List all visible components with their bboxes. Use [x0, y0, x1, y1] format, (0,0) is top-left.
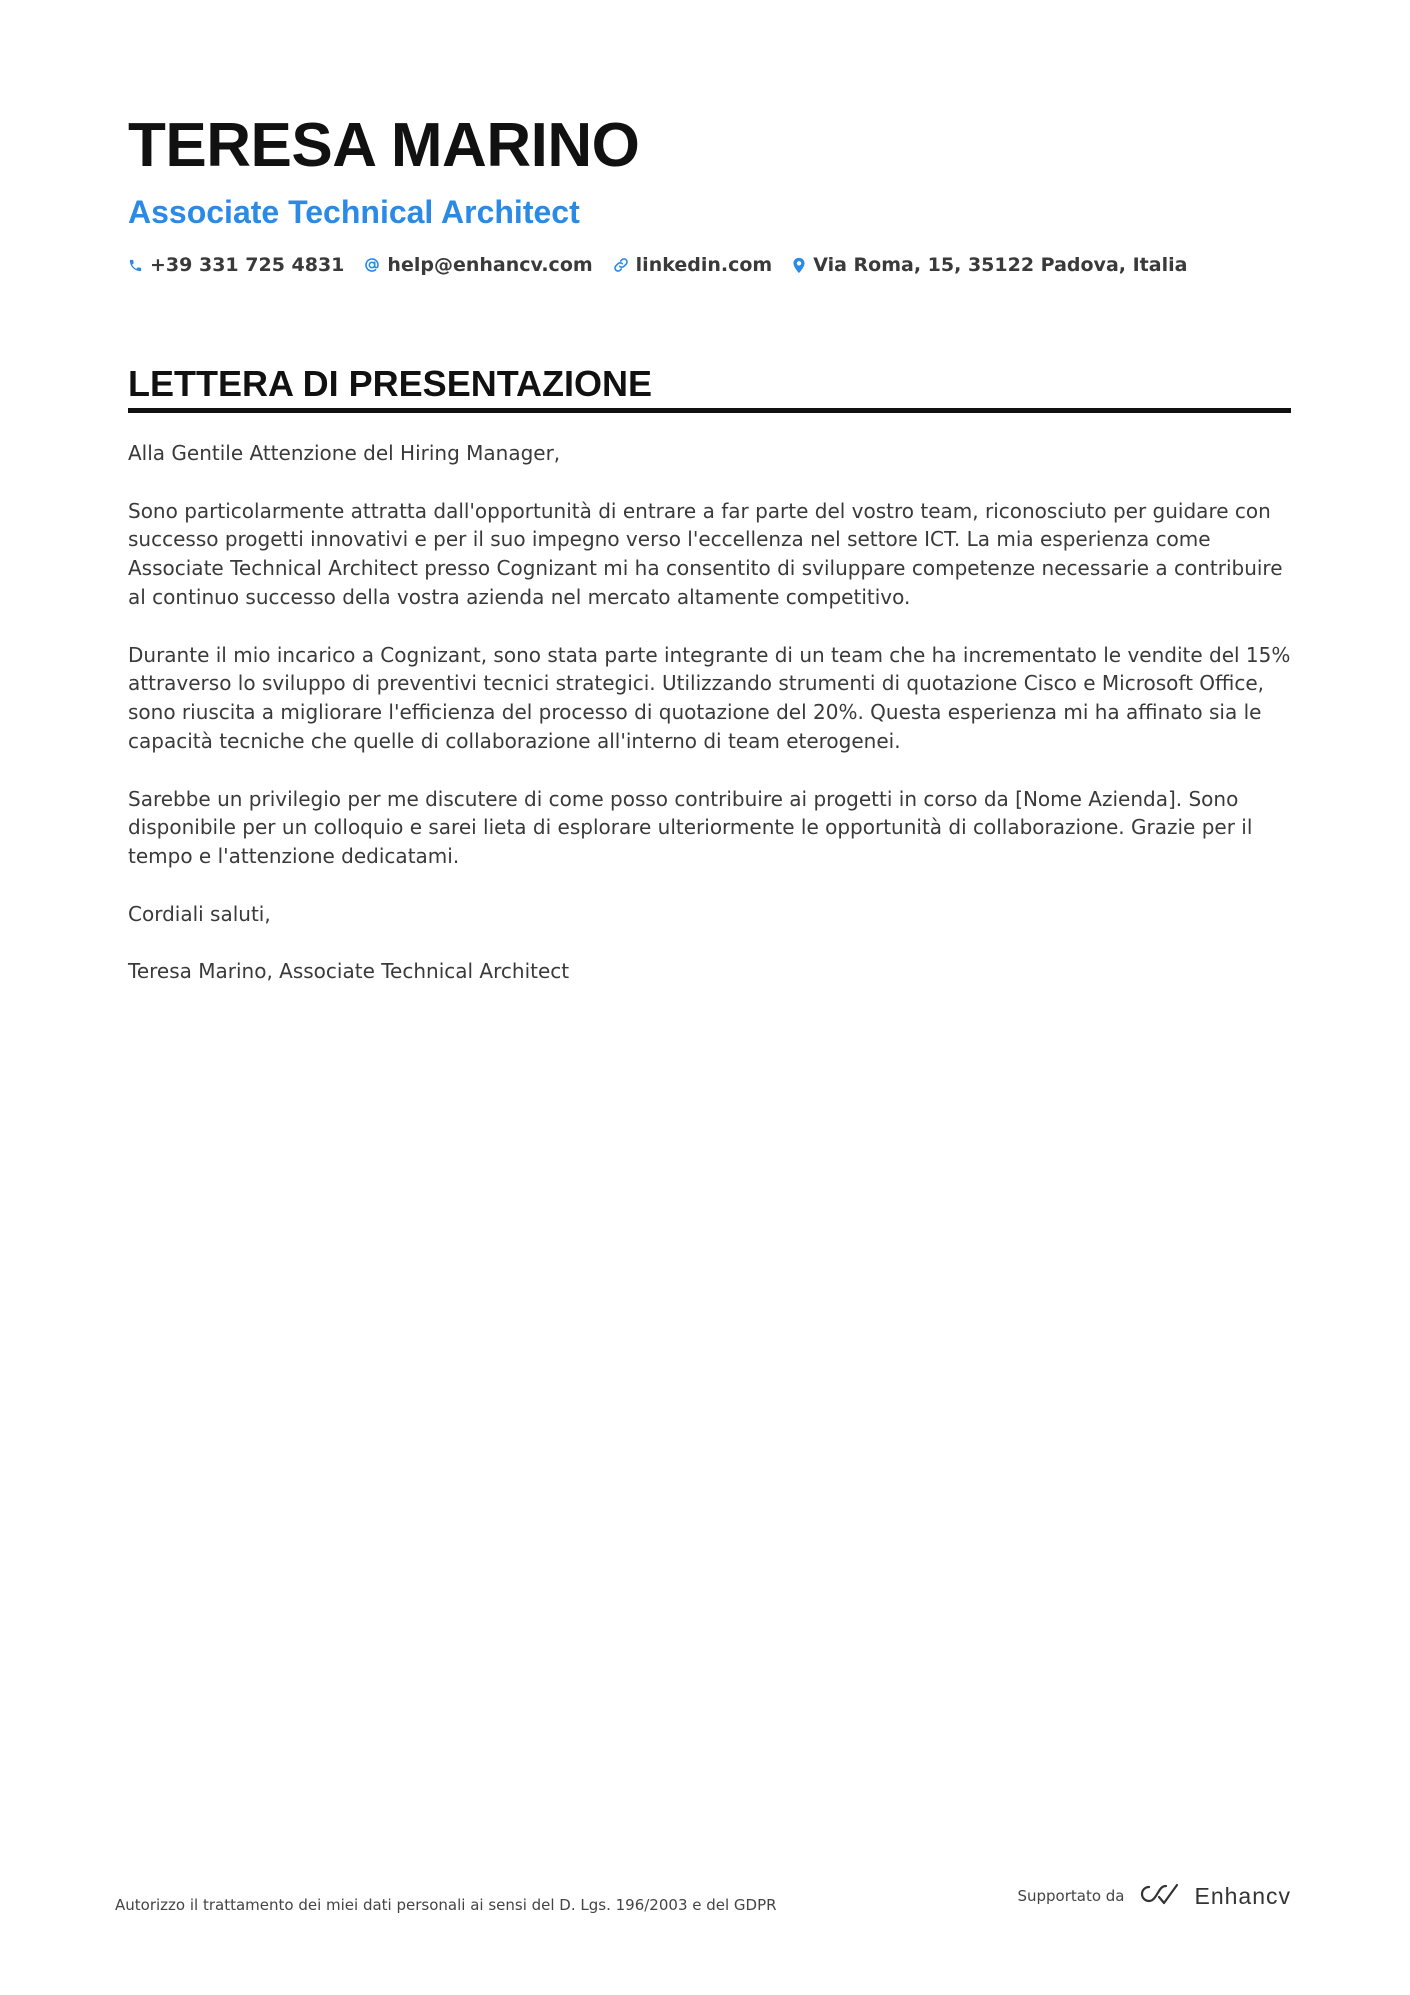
contact-address-text: Via Roma, 15, 35122 Padova, Italia	[813, 254, 1188, 276]
contact-phone[interactable]	[128, 254, 344, 276]
letter-paragraph: Sono particolarmente attratta dall'opportunità di entrare a far parte del vostro team, riconosciuto per guidare con successo progetti innovativi e per il suo impegno verso l'eccellenza nel settore ICT. La mia esperienza come Associate Technical Architect presso Cognizant mi ha consentito di sviluppare competenze necessarie a contribuire al continuo successo della vostra azienda nel mercato altamente competitivo.	[128, 498, 1283, 609]
powered-by-label: Supportato da	[1017, 1887, 1125, 1905]
letter-closing: Cordiali saluti,	[128, 901, 271, 926]
contact-linkedin-text: linkedin.com	[635, 254, 773, 276]
footer-consent: Autorizzo il trattamento dei miei dati personali ai sensi del D. Lgs. 196/2003 e del GDPR	[115, 1896, 777, 1914]
candidate-name: TERESA MARINO	[128, 111, 640, 180]
location-pin-icon	[792, 257, 806, 274]
contact-address	[792, 254, 1187, 276]
letter-paragraph: Durante il mio incarico a Cognizant, sono stata parte integrante di un team che ha incrementato le vendite del 15% attraverso lo sviluppo di preventivi tecnici strategici. Utilizzando strumenti di quotazione Cisco e Microsoft Office, sono riuscita a migliorare l'efficienza del processo di quotazione del 20%. Questa esperienza mi ha affinato sia le capacità tecniche che quelle di collaborazione all'interno di team eterogenei.	[128, 642, 1291, 753]
letter-body	[128, 439, 1291, 986]
brand-name: Enhancv	[1194, 1882, 1291, 1909]
footer-branding[interactable]	[1017, 1882, 1291, 1910]
contact-phone-text: +39 331 725 4831	[150, 254, 345, 276]
phone-icon	[128, 258, 143, 273]
contact-email-text: help@enhancv.com	[387, 254, 593, 276]
enhancv-logo-icon	[1136, 1882, 1182, 1910]
at-icon	[364, 257, 380, 273]
contact-bar	[128, 254, 1291, 276]
letter-greeting: Alla Gentile Attenzione del Hiring Manager,	[128, 441, 561, 465]
letter-signature: Teresa Marino, Associate Technical Architect	[128, 959, 570, 984]
cover-letter-page	[128, 110, 1291, 1015]
contact-linkedin[interactable]	[613, 254, 773, 276]
candidate-role: Associate Technical Architect	[128, 194, 580, 230]
letter-paragraph: Sarebbe un privilegio per me discutere di come posso contribuire ai progetti in corso da [Nome Azienda]. Sono disponibile per un colloquio e sarei lieta di esplorare ulteriormente le opportunità di collaborazione. Grazie per il tempo e l'attenzione dedicatami.	[128, 786, 1253, 869]
link-icon	[613, 257, 629, 273]
section-title: LETTERA DI PRESENTAZIONE	[128, 362, 1291, 413]
contact-email[interactable]	[364, 254, 592, 276]
